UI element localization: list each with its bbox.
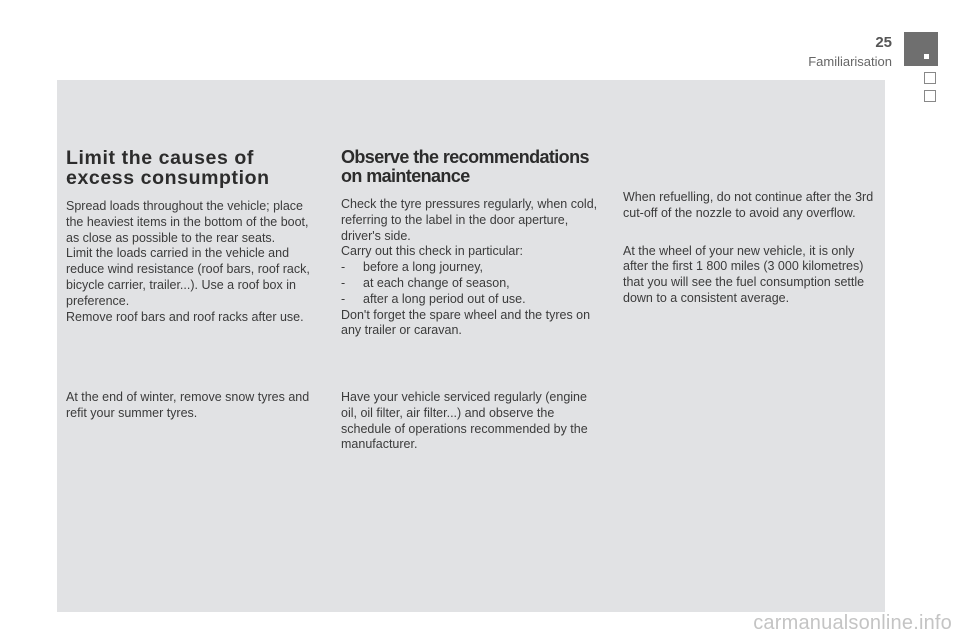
paragraph-check-intro: Carry out this check in particular:: [341, 244, 524, 259]
paragraph-refuelling: When refuelling, do not continue after the 3rd cut-off of the nozzle to avoid any overflow.: [623, 190, 874, 220]
section-title: Familiarisation: [808, 54, 892, 69]
paragraph-new-vehicle: At the wheel of your new vehicle, it is only after the first 1 800 miles (3 000 kilometres) that you will see the fuel consumption settle down to a consistent average.: [623, 243, 865, 305]
column-refuelling: [623, 190, 878, 307]
servicing-block: [341, 390, 593, 453]
list-item: - before a long journey,: [341, 260, 483, 275]
paragraph-roof-bars: Remove roof bars and roof racks after use.: [66, 309, 304, 324]
paragraph-spare-wheel: Don't forget the spare wheel and the tyres on any trailer or caravan.: [341, 307, 591, 338]
chapter-tab-active[interactable]: [904, 32, 938, 66]
chapter-tab[interactable]: [924, 90, 936, 102]
heading-excess-consumption: Limit the causes of excess consumption: [66, 147, 270, 189]
column-maintenance: [341, 148, 603, 339]
column-consumption: [66, 148, 318, 325]
tab-marker-icon: [924, 54, 929, 59]
paragraph-loads: Spread loads throughout the vehicle; place the heaviest items in the bottom of the boot, as close as possible to the rear seats.: [66, 199, 309, 245]
paragraph-winter-tyres: At the end of winter, remove snow tyres and refit your summer tyres.: [66, 390, 310, 420]
paragraph-servicing: Have your vehicle serviced regularly (engine oil, oil filter, air filter...) and observe the schedule of operations recommended by the manufacturer.: [341, 390, 588, 452]
paragraph-tyre-pressure: Check the tyre pressures regularly, when cold, referring to the label in the door aperture, driver's side.: [341, 197, 598, 243]
paragraph-wind-resistance: Limit the loads carried in the vehicle and reduce wind resistance (roof bars, roof rack, bicycle carrier, trailer...). Use a roof box in preference.: [66, 246, 310, 308]
watermark-site: carmanualsonline.info: [753, 612, 952, 634]
page-number: 25: [875, 34, 892, 51]
list-item: - after a long period out of use.: [341, 291, 526, 306]
heading-maintenance: Observe the recommendations on maintenance: [341, 147, 589, 186]
list-item: - at each change of season,: [341, 275, 510, 290]
chapter-tab[interactable]: [924, 72, 936, 84]
winter-tyres-block: [66, 390, 318, 422]
